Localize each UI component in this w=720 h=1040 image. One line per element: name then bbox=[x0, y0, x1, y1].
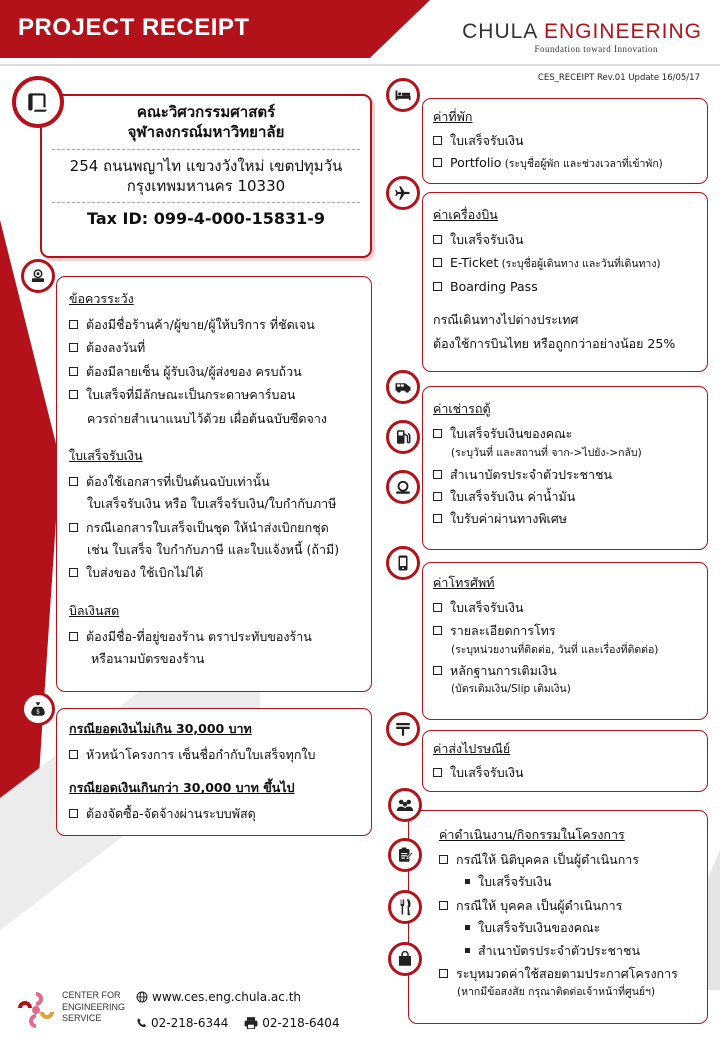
van-heading: ค่าเช่ารถตู้ bbox=[433, 401, 491, 416]
list-item: กรณีเอกสารใบเสร็จเป็นชุด ให้นำส่งเบิกยกชุด bbox=[69, 518, 371, 537]
operations-heading: ค่าดำเนินงาน/กิจกรรมในโครงการ bbox=[439, 827, 625, 842]
list-item: ใบเสร็จรับเงิน bbox=[433, 763, 707, 782]
list-item-continuation: เช่น ใบเสร็จ ใบกำกับภาษี และใบแจ้งหนี้ (ถ้ามี) bbox=[87, 542, 340, 557]
bullet bbox=[465, 879, 470, 884]
globe-icon bbox=[136, 991, 148, 1006]
sub-list-item: ใบเสร็จรับเงินของคณะ bbox=[439, 918, 707, 937]
logo-tagline: Foundation toward Innovation bbox=[534, 44, 658, 54]
caution-box bbox=[56, 276, 372, 692]
ces-name-line3: SERVICE bbox=[62, 1013, 102, 1024]
list-item: กรณีให้ บุคคล เป็นผู้ดำเนินการ bbox=[439, 896, 707, 915]
operations-box bbox=[408, 810, 708, 1024]
checkbox bbox=[433, 429, 442, 438]
phone-icon bbox=[136, 1017, 147, 1032]
list-item-note: (ระบุหน่วยงานที่ติดต่อ, วันที่ และเรื่องที่ติดต่อ) bbox=[451, 643, 659, 656]
scroll-icon bbox=[12, 76, 64, 128]
phone-box bbox=[422, 562, 708, 720]
faculty-name: คณะวิศวกรรมศาสตร์ bbox=[136, 103, 276, 121]
address-line1: 254 ถนนพญาไท แขวงวังใหม่ เขตปทุมวัน bbox=[69, 156, 343, 175]
checkbox bbox=[69, 367, 78, 376]
address-line2: กรุงเทพมหานคร 10330 bbox=[126, 176, 286, 195]
list-item: กรณีให้ นิติบุคคล เป็นผู้ดำเนินการ bbox=[439, 850, 707, 869]
revision-label: CES_RECEIPT Rev.01 Update 16/05/17 bbox=[537, 73, 700, 83]
sub-list-item: ใบเสร็จรับเงิน bbox=[439, 872, 707, 891]
list-item: Portfolio (ระบุชื่อผู้พัก และช่วงเวลาที่เข้าพัก) bbox=[433, 153, 707, 172]
checkbox bbox=[439, 901, 448, 910]
lodging-box bbox=[422, 98, 708, 184]
checkbox bbox=[433, 626, 442, 635]
fuel-icon bbox=[386, 420, 420, 454]
clipboard-icon bbox=[388, 838, 422, 872]
ces-name bbox=[62, 990, 125, 1025]
list-item: ใบเสร็จรับเงินของคณะ bbox=[433, 424, 707, 443]
post-heading: ค่าส่งไปรษณีย์ bbox=[433, 741, 511, 756]
checkbox bbox=[433, 158, 442, 167]
list-item: ต้องมีชื่อร้านค้า/ผู้ขาย/ผู้ให้บริการ ที่ชัดเจน bbox=[69, 315, 371, 334]
list-item: ต้องใช้เอกสารที่เป็นต้นฉบับเท่านั้น bbox=[69, 472, 371, 491]
checkbox bbox=[69, 750, 78, 759]
list-item: ต้องจัดซื้อ-จัดจ้างผ่านระบบพัสดุ bbox=[69, 804, 371, 823]
airplane-icon bbox=[386, 176, 420, 210]
checkbox bbox=[433, 282, 442, 291]
caution-heading: ข้อควรระวัง bbox=[69, 291, 134, 306]
checkbox bbox=[433, 666, 442, 675]
list-item: หลักฐานการเติมเงิน bbox=[433, 661, 707, 680]
post-icon bbox=[386, 712, 420, 746]
list-item: หัวหน้าโครงการ เซ็นชื่อกำกับใบเสร็จทุกใบ bbox=[69, 745, 371, 764]
seal-icon bbox=[21, 259, 55, 293]
international-note: กรณีเดินทางไปต่างประเทศ bbox=[433, 312, 579, 328]
list-item: สำเนาบัตรประจำตัวประชาชน bbox=[433, 465, 707, 484]
checkbox bbox=[439, 855, 448, 864]
list-item-note: (บัตรเติมเงิน/Slip เติมเงิน) bbox=[451, 683, 571, 696]
checkbox bbox=[433, 136, 442, 145]
address-box bbox=[40, 94, 372, 258]
list-item: E-Ticket (ระบุชื่อผู้เดินทาง และวันที่เดินทาง) bbox=[433, 253, 707, 272]
page-title: PROJECT RECEIPT bbox=[18, 14, 250, 41]
website-row bbox=[136, 990, 301, 1006]
university-name: จุฬาลงกรณ์มหาวิทยาลัย bbox=[127, 123, 285, 142]
list-item: ใบเสร็จรับเงิน bbox=[433, 598, 707, 617]
checkbox bbox=[69, 809, 78, 818]
logo-chula-text: CHULA bbox=[462, 20, 544, 43]
list-item-continuation: ใบเสร็จรับเงิน หรือ ใบเสร็จรับเงิน/ใบกำกับภาษี bbox=[87, 496, 337, 512]
checkbox bbox=[433, 514, 442, 523]
list-item-note: (ระบุวันที่ และสถานที่ จาก->ไปยัง->กลับ) bbox=[451, 447, 642, 460]
cash-bill-heading: บิลเงินสด bbox=[69, 602, 120, 618]
ces-name-line2: ENGINEERING bbox=[62, 1001, 126, 1012]
list-item: ใบรับค่าผ่านทางพิเศษ bbox=[433, 509, 707, 528]
phone-heading: ค่าโทรศัพท์ bbox=[433, 575, 495, 590]
checkbox bbox=[69, 343, 78, 352]
bullet bbox=[465, 925, 470, 930]
list-item-continuation: หรือนามบัตรของร้าน bbox=[91, 651, 205, 667]
list-item: ระบุหมวดค่าใช้สอยตามประกาศโครงการ bbox=[439, 964, 707, 983]
checkbox bbox=[433, 235, 442, 244]
list-item: ใบเสร็จรับเงิน bbox=[433, 230, 707, 249]
list-item: ใบเสร็จรับเงิน ค่าน้ำมัน bbox=[433, 487, 707, 506]
list-item: ใบเสร็จที่มีลักษณะเป็นกระดาษคาร์บอน bbox=[69, 385, 371, 404]
fax-number: 02-218-6404 bbox=[262, 1016, 340, 1030]
checkbox bbox=[69, 320, 78, 329]
contact-note: (หากมีข้อสงสัย กรุณาติดต่อเจ้าหน้าที่ศูนย์ฯ) bbox=[457, 986, 656, 999]
list-item: ใบส่งของ ใช้เบิกไม่ได้ bbox=[69, 563, 371, 582]
logo-engineering-text: ENGINEERING bbox=[543, 20, 702, 43]
flight-heading: ค่าเครื่องบิน bbox=[433, 207, 498, 222]
checkbox bbox=[69, 568, 78, 577]
website-link[interactable]: www.ces.eng.chula.ac.th bbox=[152, 990, 302, 1004]
flight-box bbox=[422, 192, 708, 372]
bed-icon bbox=[386, 78, 420, 112]
money-bag-icon bbox=[21, 692, 55, 726]
svg-text:$: $ bbox=[36, 708, 40, 716]
checkbox bbox=[433, 768, 442, 777]
checkbox bbox=[69, 523, 78, 532]
ces-logo-icon bbox=[14, 990, 58, 1030]
fax-icon bbox=[244, 1017, 258, 1032]
checkbox bbox=[69, 477, 78, 486]
lodging-heading: ค่าที่พัก bbox=[433, 109, 473, 124]
checkbox bbox=[439, 969, 448, 978]
list-item: Boarding Pass bbox=[433, 277, 707, 296]
chula-engineering-logo bbox=[462, 20, 702, 44]
mobile-phone-icon bbox=[386, 546, 420, 580]
shopping-bag-icon bbox=[388, 942, 422, 976]
list-item: ต้องมีลายเซ็น ผู้รับเงิน/ผู้ส่งของ ครบถ้วน bbox=[69, 362, 371, 381]
van-icon bbox=[386, 370, 420, 404]
receipt-heading: ใบเสร็จรับเงิน bbox=[69, 447, 143, 463]
checkbox bbox=[433, 492, 442, 501]
under-30000-heading: กรณียอดเงินไม่เกิน 30,000 บาท bbox=[69, 721, 252, 736]
contact-row bbox=[136, 1016, 340, 1032]
list-item-continuation: ควรถ่ายสำเนาแนบไว้ด้วย เผื่อต้นฉบับซีดจาง bbox=[87, 410, 327, 426]
toll-icon bbox=[386, 470, 420, 504]
bullet bbox=[465, 948, 470, 953]
cutlery-icon bbox=[388, 890, 422, 924]
airline-note: ต้องใช้การบินไทย หรือถูกกว่าอย่างน้อย 25% bbox=[433, 335, 676, 351]
header-divider bbox=[0, 64, 720, 66]
over-30000-heading: กรณียอดเงินเกินกว่า 30,000 บาท ขึ้นไป bbox=[69, 780, 295, 796]
amount-box bbox=[56, 708, 372, 836]
list-item: ต้องลงวันที่ bbox=[69, 338, 371, 357]
van-rental-box bbox=[422, 386, 708, 550]
ces-name-line1: CENTER FOR bbox=[62, 990, 121, 1000]
checkbox bbox=[433, 603, 442, 612]
checkbox bbox=[69, 632, 78, 641]
sub-list-item: สำเนาบัตรประจำตัวประชาชน bbox=[439, 941, 707, 960]
checkbox bbox=[433, 470, 442, 479]
tax-id: Tax ID: 099-4-000-15831-9 bbox=[86, 209, 326, 228]
checkbox bbox=[69, 390, 78, 399]
list-item: รายละเอียดการโทร bbox=[433, 621, 707, 640]
phone-number: 02-218-6344 bbox=[151, 1016, 229, 1030]
group-icon bbox=[388, 788, 422, 822]
list-item: ต้องมีชื่อ-ที่อยู่ของร้าน ตราประทับของร้าน bbox=[69, 627, 371, 646]
post-box bbox=[422, 730, 708, 792]
list-item: ใบเสร็จรับเงิน bbox=[433, 131, 707, 150]
checkbox bbox=[433, 258, 442, 267]
